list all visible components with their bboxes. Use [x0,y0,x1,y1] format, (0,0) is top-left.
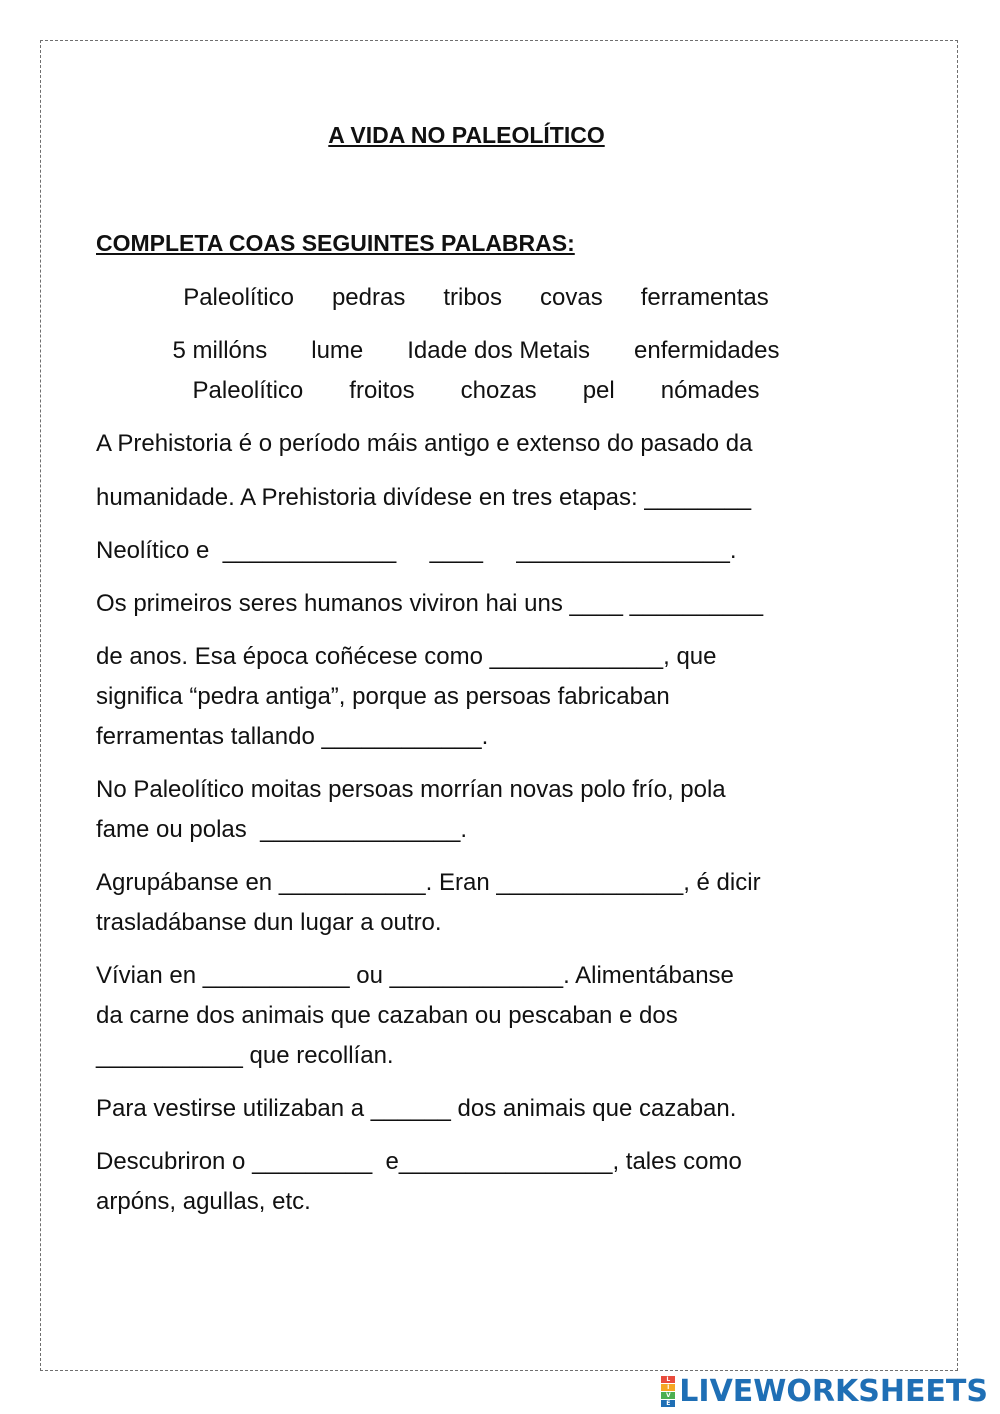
text-line: Vívian en ___________ ou _____________. Alimentábanse [96,962,734,989]
word-bank-row-3 [96,376,856,406]
text-line: ___________ que recollían. [96,1042,394,1069]
word-bank-item: enfermidades [634,337,780,364]
live-badge-letter: E [661,1400,675,1407]
text-line: trasladábanse dun lugar a outro. [96,909,442,936]
word-bank-item: covas [540,284,603,311]
word-bank-item: tribos [443,284,503,311]
liveworksheets-logo [661,1372,988,1410]
word-bank-item: Paleolítico [183,284,294,311]
word-bank-row-2 [96,336,856,366]
text-line: de anos. Esa época coñécese como _____________, que [96,643,717,670]
text-line: da carne dos animais que cazaban ou pescaban e dos [96,1002,678,1029]
text-line: Neolítico e _____________ ____ ________________. [96,537,737,564]
live-badge-icon [661,1376,675,1407]
text-line: arpóns, agullas, etc. [96,1188,311,1215]
word-bank-item: lume [311,337,364,364]
word-bank-item: ferramentas [640,284,769,311]
word-bank-item: Paleolítico [192,377,304,404]
word-bank-item: Idade dos Metais [407,337,591,364]
live-badge-letter: V [661,1392,675,1399]
word-bank-item: pel [582,377,615,404]
text-line: significa “pedra antiga”, porque as persoas fabricaban [96,683,670,710]
word-bank-item: pedras [331,284,406,311]
word-bank-item: 5 millóns [172,337,268,364]
live-badge-letter: I [661,1384,675,1391]
text-line: No Paleolítico moitas persoas morrían novas polo frío, pola [96,776,726,803]
text-line: Para vestirse utilizaban a ______ dos animais que cazaban. [96,1095,737,1122]
brand-name: LIVEWORKSHEETS [679,1373,988,1409]
word-bank-row-1 [96,283,856,313]
text-line: Os primeiros seres humanos viviron hai uns ____ __________ [96,590,764,617]
page-title: A VIDA NO PALEOLÍTICO [328,122,605,148]
text-line: A Prehistoria é o período máis antigo e extenso do pasado da [96,430,753,457]
text-line: Agrupábanse en ___________. Eran ______________, é dicir [96,869,761,896]
text-line: Descubriron o _________ e________________, tales como [96,1148,742,1175]
text-line: ferramentas tallando ____________. [96,723,489,750]
text-line: humanidade. A Prehistoria divídese en tres etapas: ________ [96,484,752,511]
word-bank-item: nómades [660,377,760,404]
text-line: fame ou polas _______________. [96,816,467,843]
word-bank-item: froitos [349,377,415,404]
instruction-heading: COMPLETA COAS SEGUINTES PALABRAS: [96,230,575,256]
live-badge-letter: L [661,1376,675,1383]
word-bank-item: chozas [460,377,537,404]
